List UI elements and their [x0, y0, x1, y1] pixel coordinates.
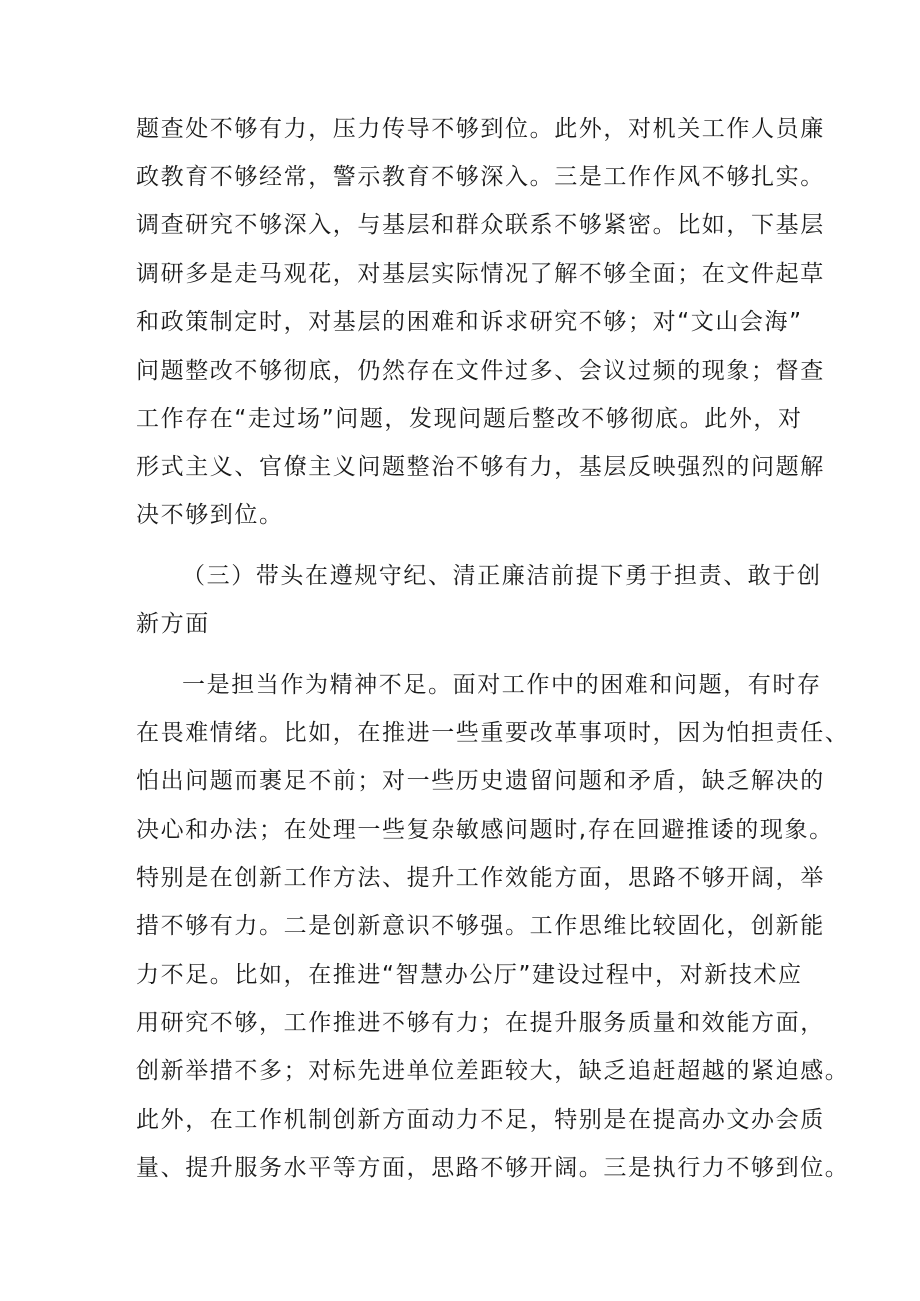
- text-line: 怕出问题而裹足不前；对一些历史遗留问题和矛盾，缺乏解决的: [136, 768, 825, 794]
- text-line: 决不够到位。: [136, 502, 284, 528]
- text-line: 和政策制定时，对基层的困难和诉求研究不够；对“文山会海”: [136, 309, 803, 335]
- text-line: 此外，在工作机制创新方面动力不足，特别是在提高办文办会质: [136, 1107, 825, 1133]
- text-line: 形式主义、官僚主义问题整治不够有力，基层反映强烈的问题解: [136, 454, 825, 480]
- text-line: 调查研究不够深入，与基层和群众联系不够紧密。比如，下基层: [136, 212, 825, 238]
- text-line: 量、提升服务水平等方面，思路不够开阔。三是执行力不够到位。: [136, 1155, 850, 1181]
- text-line: 工作存在“走过场”问题，发现问题后整改不够彻底。此外，对: [136, 406, 803, 432]
- text-line: 力不足。比如，在推进“智慧办公厅”建设过程中，对新技术应: [136, 962, 803, 988]
- text-line: 用研究不够，工作推进不够有力；在提升服务质量和效能方面，: [136, 1010, 825, 1036]
- text-line: 一是担当作为精神不足。面对工作中的困难和问题，有时存: [182, 672, 822, 698]
- text-line: 在畏难情绪。比如，在推进一些重要改革事项时，因为怕担责任、: [136, 720, 850, 746]
- text-line: 特别是在创新工作方法、提升工作效能方面，思路不够开阔，举: [136, 865, 825, 891]
- text-line: 措不够有力。二是创新意识不够强。工作思维比较固化，创新能: [136, 913, 825, 939]
- text-line: 决心和办法；在处理一些复杂敏感问题时,存在回避推诿的现象。: [136, 817, 834, 843]
- text-line: 政教育不够经常，警示教育不够深入。三是工作作风不够扎实。: [136, 164, 825, 190]
- text-line: 创新举措不多；对标先进单位差距较大，缺乏追赶超越的紧迫感。: [136, 1058, 850, 1084]
- heading-line: （三）带头在遵规守纪、清正廉洁前提下勇于担责、敢于创: [182, 563, 822, 589]
- text-line: 调研多是走马观花，对基层实际情况了解不够全面；在文件起草: [136, 261, 825, 287]
- text-line: 题查处不够有力，压力传导不够到位。此外，对机关工作人员廉: [136, 116, 825, 142]
- text-line: 问题整改不够彻底，仍然存在文件过多、会议过频的现象；督查: [136, 358, 825, 384]
- heading-line: 新方面: [136, 611, 210, 637]
